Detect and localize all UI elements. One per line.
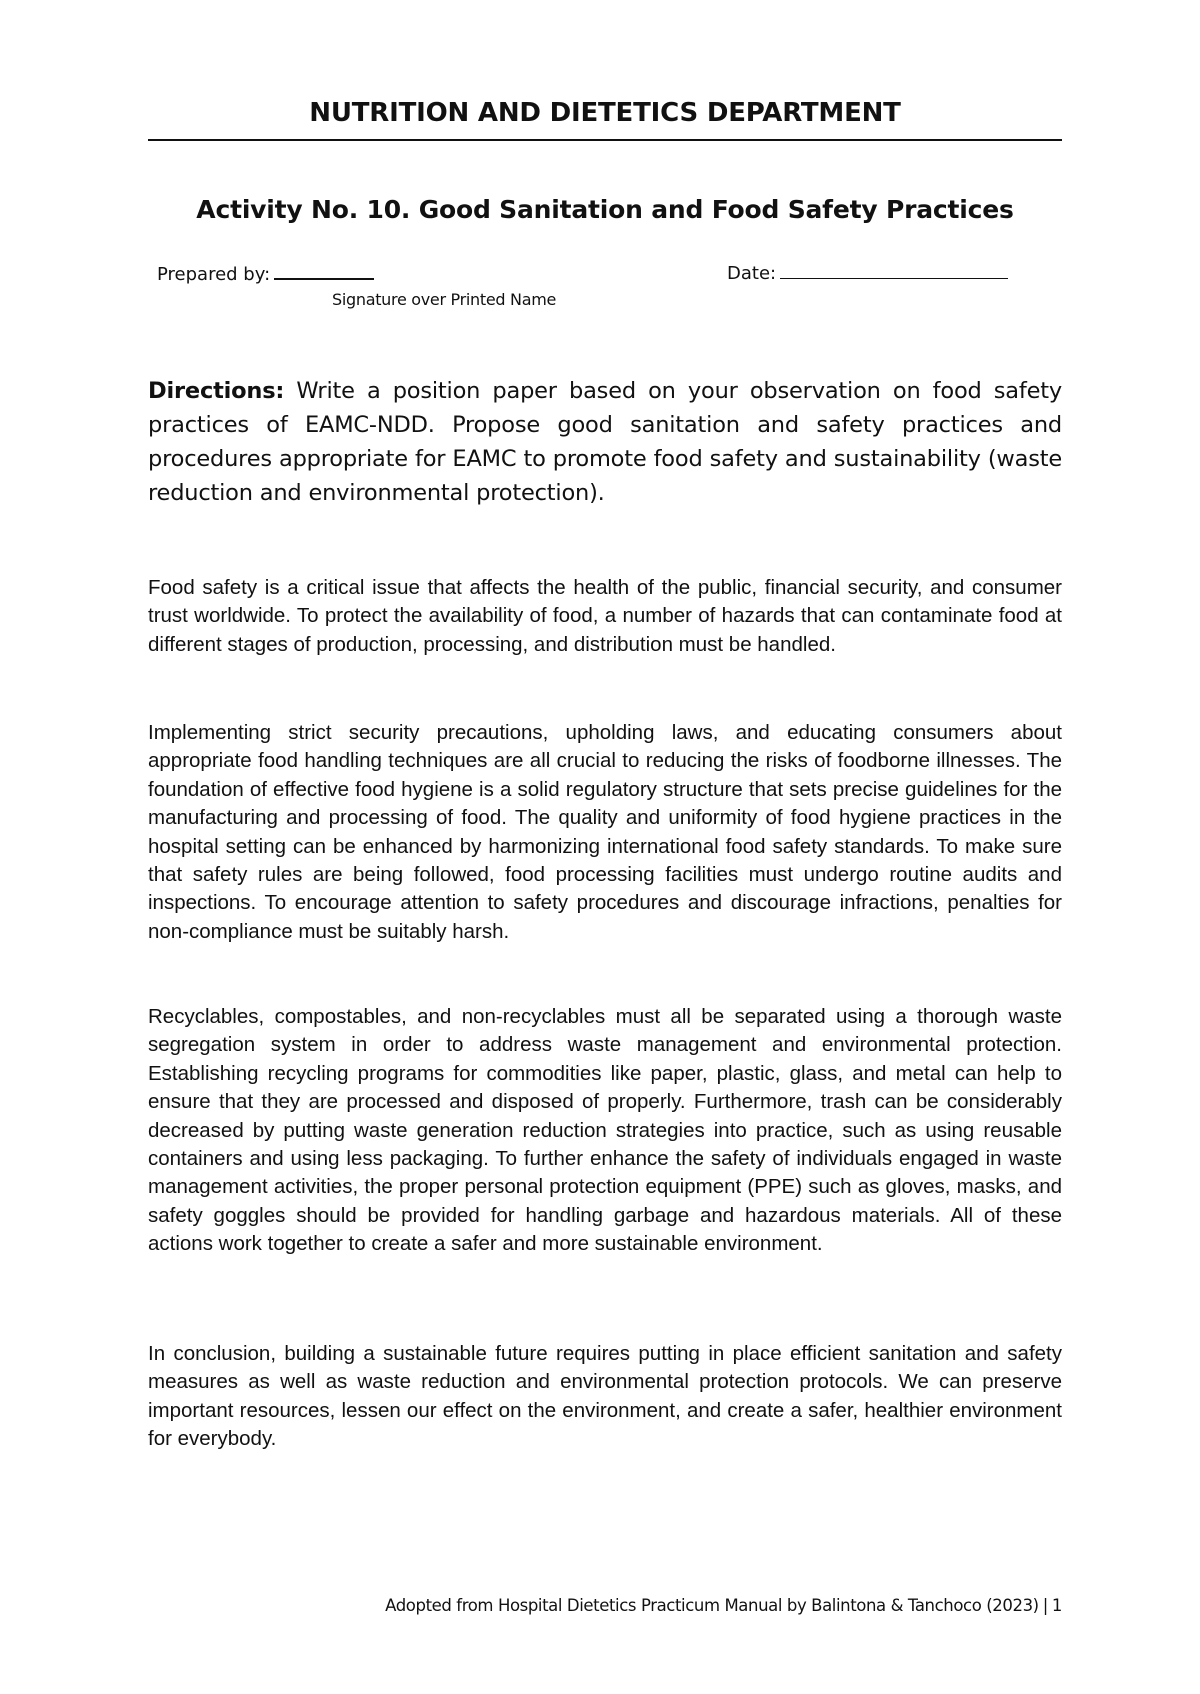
activity-title: Activity No. 10. Good Sanitation and Food Safety Practices	[196, 195, 1014, 224]
body-paragraph: In conclusion, building a sustainable future requires putting in place efficient sanitation and safety measures as well as waste reduction and environmental protection protocols. We can preserve important resources, lessen our effect on the environment, and create a safer, healthier environment for everybody.	[148, 1342, 1062, 1451]
prepared-by-label: Prepared by:	[157, 264, 271, 285]
date-blank	[780, 260, 1008, 279]
prepared-by-field	[157, 260, 374, 285]
body-paragraph: Food safety is a critical issue that affects the health of the public, financial security, and consumer trust worldwide. To protect the availability of food, a number of hazards that can contaminate food at different stages of production, processing, and distribution must be handled.	[148, 576, 1062, 656]
directions-label: Directions:	[148, 378, 285, 404]
directions-block	[148, 374, 1062, 510]
directions-text: Write a position paper based on your observation on food safety practices of EAMC-NDD. Propose good sanitation and safety practices and procedures appropriate for EAMC to promote food safety and sustainability (waste reduction and environmental protection).	[148, 378, 1062, 506]
date-label: Date:	[727, 263, 777, 284]
prepared-by-blank	[274, 260, 374, 280]
page-footer	[148, 1596, 1062, 1615]
footer-separator: |	[1042, 1596, 1048, 1615]
footer-citation: Adopted from Hospital Dietetics Practicum Manual by Balintona & Tanchoco (2023)	[385, 1596, 1039, 1615]
page-number: 1	[1051, 1596, 1062, 1615]
body-paragraph: Implementing strict security precautions, upholding laws, and educating consumers about appropriate food handling techniques are all crucial to reducing the risks of foodborne illnesses. The foundation of effective food hygiene is a solid regulatory structure that sets precise guidelines for the manufacturing and processing of food. The quality and uniformity of food hygiene practices in the hospital setting can be enhanced by harmonizing international food safety standards. To make sure that safety rules are being followed, food processing facilities must undergo routine audits and inspections. To encourage attention to safety procedures and discourage infractions, penalties for non-compliance must be suitably harsh.	[148, 721, 1062, 943]
department-header: NUTRITION AND DIETETICS DEPARTMENT	[309, 98, 901, 128]
header-divider	[148, 139, 1062, 141]
signature-caption: Signature over Printed Name	[332, 290, 557, 309]
body-paragraph: Recyclables, compostables, and non-recyclables must all be separated using a thorough waste segregation system in order to address waste management and environmental protection. Establishing recycling programs for commodities like paper, plastic, glass, and metal can help to ensure that they are processed and disposed of properly. Furthermore, trash can be considerably decreased by putting waste generation reduction strategies into practice, such as using reusable containers and using less packaging. To further enhance the safety of individuals engaged in waste management activities, the proper personal protection equipment (PPE) such as gloves, masks, and safety goggles should be provided for handling garbage and hazardous materials. All of these actions work together to create a safer and more sustainable environment.	[148, 1005, 1062, 1256]
date-field	[727, 260, 1008, 284]
